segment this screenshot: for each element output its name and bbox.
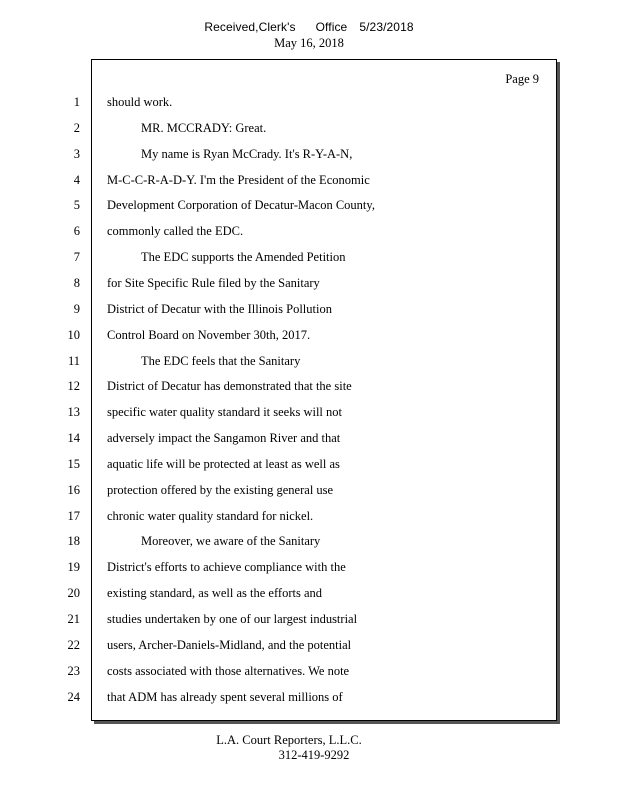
line-text: existing standard, as well as the efforts and — [107, 586, 322, 600]
line-text: Moreover, we aware of the Sanitary — [141, 534, 321, 548]
line-number: 5 — [73, 198, 80, 212]
line-text: My name is Ryan McCrady. It's R-Y-A-N, — [141, 147, 353, 161]
stamp-office-text: Office — [315, 20, 348, 34]
footer-phone: 312-419-9292 — [278, 748, 350, 762]
line-text: MR. MCCRADY: Great. — [141, 121, 267, 135]
line-text: specific water quality standard it seeks will not — [107, 405, 343, 419]
line-text: costs associated with those alternatives. We note — [107, 664, 350, 678]
line-text: The EDC supports the Amended Petition — [141, 250, 346, 264]
line-number: 6 — [73, 224, 80, 238]
footer-company: L.A. Court Reporters, L.L.C. — [216, 733, 362, 747]
transcript-date: May 16, 2018 — [274, 36, 344, 50]
line-text: commonly called the EDC. — [107, 224, 244, 238]
line-number: 14 — [67, 431, 80, 445]
stamp-received-text: Received,Clerk's — [204, 20, 296, 34]
line-number: 15 — [67, 457, 80, 471]
line-number: 2 — [73, 121, 80, 135]
line-number: 19 — [67, 560, 80, 574]
line-number: 13 — [67, 405, 80, 419]
line-text: studies undertaken by one of our largest industrial — [107, 612, 358, 626]
line-text: for Site Specific Rule filed by the Sanitary — [107, 276, 320, 290]
line-number: 3 — [73, 147, 80, 161]
line-text: District of Decatur with the Illinois Pollution — [107, 302, 332, 316]
line-number: 17 — [67, 509, 80, 523]
line-number: 24 — [67, 690, 80, 704]
line-text: chronic water quality standard for nickel. — [107, 509, 314, 523]
line-number: 1 — [73, 95, 80, 109]
line-text: aquatic life will be protected at least as well as — [107, 457, 340, 471]
line-number: 7 — [73, 250, 80, 264]
line-number: 9 — [73, 302, 80, 316]
line-text: adversely impact the Sangamon River and that — [107, 431, 341, 445]
line-number: 22 — [67, 638, 80, 652]
line-number: 10 — [67, 328, 80, 342]
stamp-date-text: 5/23/2018 — [359, 20, 414, 34]
line-text: protection offered by the existing general use — [107, 483, 334, 497]
line-text: The EDC feels that the Sanitary — [141, 354, 301, 368]
line-number: 11 — [67, 354, 80, 368]
received-stamp — [0, 20, 618, 34]
line-number: 4 — [73, 173, 80, 187]
line-number: 21 — [67, 612, 80, 626]
line-number: 23 — [67, 664, 80, 678]
line-text: Development Corporation of Decatur-Macon County, — [107, 198, 375, 212]
line-number: 16 — [67, 483, 80, 497]
line-text: should work. — [107, 95, 173, 109]
page-number: Page 9 — [505, 72, 539, 86]
line-text: users, Archer-Daniels-Midland, and the potential — [107, 638, 352, 652]
line-text: District's efforts to achieve compliance with the — [107, 560, 346, 574]
line-text: that ADM has already spent several millions of — [107, 690, 343, 704]
line-text: M-C-C-R-A-D-Y. I'm the President of the Economic — [107, 173, 370, 187]
line-number: 18 — [67, 534, 80, 548]
line-text: District of Decatur has demonstrated that the site — [107, 379, 352, 393]
line-number: 8 — [73, 276, 80, 290]
line-text: Control Board on November 30th, 2017. — [107, 328, 311, 342]
line-number: 20 — [67, 586, 80, 600]
line-number: 12 — [67, 379, 80, 393]
